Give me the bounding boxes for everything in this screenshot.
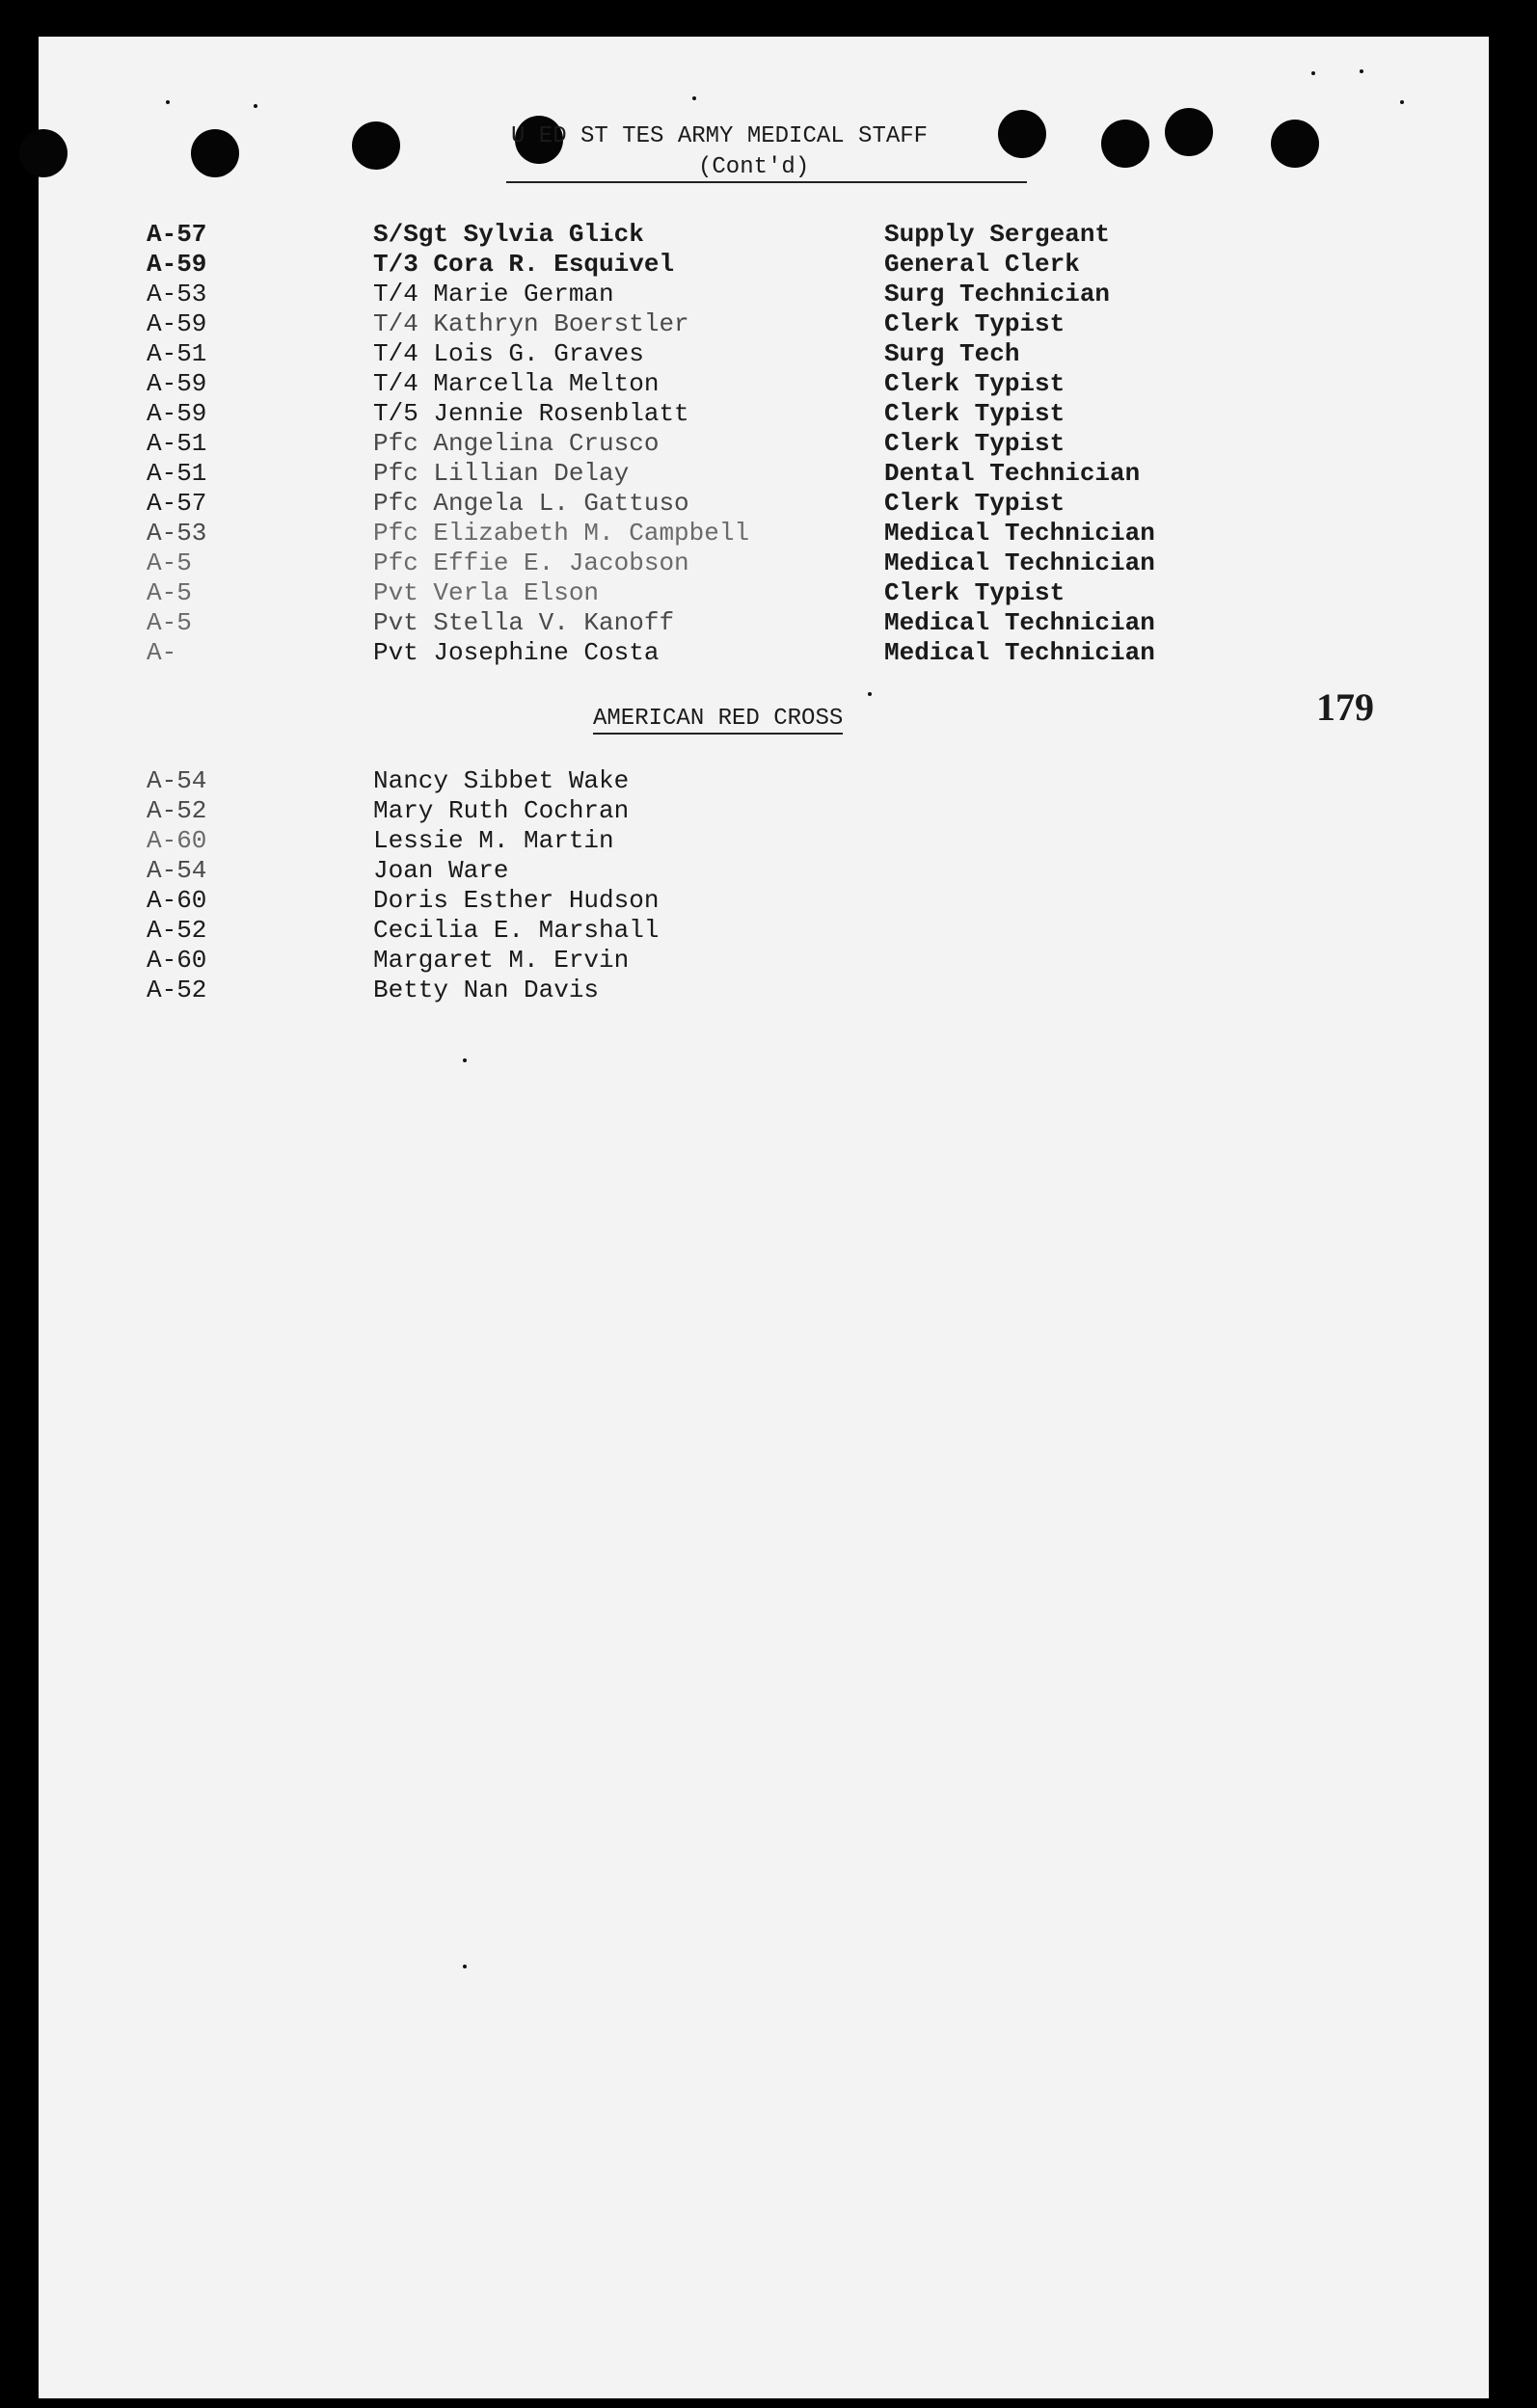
staff-name: Pvt Verla Elson <box>373 578 600 607</box>
staff-name: T/4 Lois G. Graves <box>373 339 644 368</box>
staff-name: S/Sgt Sylvia Glick <box>373 220 644 249</box>
staff-name: T/5 Jennie Rosenblatt <box>373 399 689 428</box>
red-cross-name: Doris Esther Hudson <box>373 886 660 915</box>
red-cross-row <box>39 766 1489 796</box>
staff-code: A-5 <box>147 608 192 637</box>
staff-title: Supply Sergeant <box>884 220 1111 249</box>
punch-hole <box>19 129 67 177</box>
red-cross-code: A-52 <box>147 976 207 1004</box>
red-cross-name: Lessie M. Martin <box>373 826 614 855</box>
document-page <box>39 37 1489 2398</box>
staff-name: T/4 Marie German <box>373 280 614 308</box>
punch-hole <box>1271 120 1319 168</box>
red-cross-code: A-60 <box>147 826 207 855</box>
staff-code: A-51 <box>147 429 207 458</box>
staff-row <box>39 608 1489 638</box>
staff-code: A-51 <box>147 339 207 368</box>
staff-name: Pfc Elizabeth M. Campbell <box>373 519 750 548</box>
staff-title: Surg Technician <box>884 280 1111 308</box>
speck <box>463 1965 467 1968</box>
staff-code: A-53 <box>147 519 207 548</box>
speck <box>166 100 170 104</box>
red-cross-name: Cecilia E. Marshall <box>373 916 660 945</box>
red-cross-code: A-52 <box>147 796 207 825</box>
punch-hole <box>191 129 239 177</box>
staff-code: A-51 <box>147 459 207 488</box>
staff-row <box>39 399 1489 429</box>
staff-code: A- <box>147 638 177 667</box>
staff-row <box>39 309 1489 339</box>
staff-title: Clerk Typist <box>884 489 1065 518</box>
staff-code: A-5 <box>147 578 192 607</box>
staff-name: Pfc Lillian Delay <box>373 459 630 488</box>
page-subtitle: (Cont'd) <box>698 154 810 180</box>
staff-code: A-53 <box>147 280 207 308</box>
red-cross-name: Betty Nan Davis <box>373 976 600 1004</box>
punch-hole <box>1101 120 1149 168</box>
staff-row <box>39 339 1489 369</box>
staff-code: A-59 <box>147 250 207 279</box>
red-cross-name: Mary Ruth Cochran <box>373 796 630 825</box>
staff-row <box>39 638 1489 668</box>
speck <box>1360 69 1363 73</box>
red-cross-row <box>39 976 1489 1005</box>
staff-row <box>39 489 1489 519</box>
staff-title: Clerk Typist <box>884 399 1065 428</box>
staff-name: T/3 Cora R. Esquivel <box>373 250 675 279</box>
staff-title: General Clerk <box>884 250 1080 279</box>
staff-row <box>39 250 1489 280</box>
red-cross-name: Margaret M. Ervin <box>373 946 630 975</box>
staff-title: Medical Technician <box>884 608 1155 637</box>
page-title: U ED ST TES ARMY MEDICAL STAFF <box>511 123 929 149</box>
red-cross-name: Nancy Sibbet Wake <box>373 766 630 795</box>
red-cross-code: A-60 <box>147 886 207 915</box>
speck <box>692 96 696 100</box>
staff-code: A-5 <box>147 548 192 577</box>
speck <box>1400 100 1404 104</box>
speck <box>868 692 872 696</box>
speck <box>463 1058 467 1062</box>
staff-code: A-57 <box>147 489 207 518</box>
staff-name: Pfc Angela L. Gattuso <box>373 489 689 518</box>
red-cross-code: A-60 <box>147 946 207 975</box>
page-number: 179 <box>1316 685 1374 729</box>
red-cross-row <box>39 886 1489 916</box>
staff-row <box>39 459 1489 489</box>
header-underline <box>506 181 1027 183</box>
speck <box>1311 71 1315 75</box>
staff-name: Pfc Angelina Crusco <box>373 429 660 458</box>
staff-row <box>39 220 1489 250</box>
red-cross-row <box>39 916 1489 946</box>
staff-row <box>39 519 1489 548</box>
staff-name: T/4 Marcella Melton <box>373 369 660 398</box>
red-cross-row <box>39 826 1489 856</box>
red-cross-row <box>39 796 1489 826</box>
punch-hole <box>352 121 400 170</box>
staff-title: Medical Technician <box>884 638 1155 667</box>
staff-title: Clerk Typist <box>884 578 1065 607</box>
staff-row <box>39 429 1489 459</box>
staff-row <box>39 578 1489 608</box>
speck <box>254 104 257 108</box>
staff-row <box>39 548 1489 578</box>
staff-code: A-59 <box>147 399 207 428</box>
staff-title: Dental Technician <box>884 459 1141 488</box>
staff-code: A-59 <box>147 309 207 338</box>
red-cross-code: A-54 <box>147 766 207 795</box>
staff-title: Medical Technician <box>884 519 1155 548</box>
staff-code: A-57 <box>147 220 207 249</box>
staff-row <box>39 369 1489 399</box>
staff-name: Pfc Effie E. Jacobson <box>373 548 689 577</box>
staff-title: Medical Technician <box>884 548 1155 577</box>
red-cross-code: A-54 <box>147 856 207 885</box>
staff-name: T/4 Kathryn Boerstler <box>373 309 689 338</box>
staff-row <box>39 280 1489 309</box>
red-cross-row <box>39 856 1489 886</box>
staff-title: Clerk Typist <box>884 369 1065 398</box>
staff-title: Clerk Typist <box>884 429 1065 458</box>
punch-hole <box>1165 108 1213 156</box>
red-cross-row <box>39 946 1489 976</box>
staff-code: A-59 <box>147 369 207 398</box>
section-heading: AMERICAN RED CROSS <box>593 706 843 735</box>
staff-name: Pvt Stella V. Kanoff <box>373 608 675 637</box>
staff-title: Surg Tech <box>884 339 1020 368</box>
red-cross-name: Joan Ware <box>373 856 509 885</box>
red-cross-code: A-52 <box>147 916 207 945</box>
staff-name: Pvt Josephine Costa <box>373 638 660 667</box>
staff-title: Clerk Typist <box>884 309 1065 338</box>
